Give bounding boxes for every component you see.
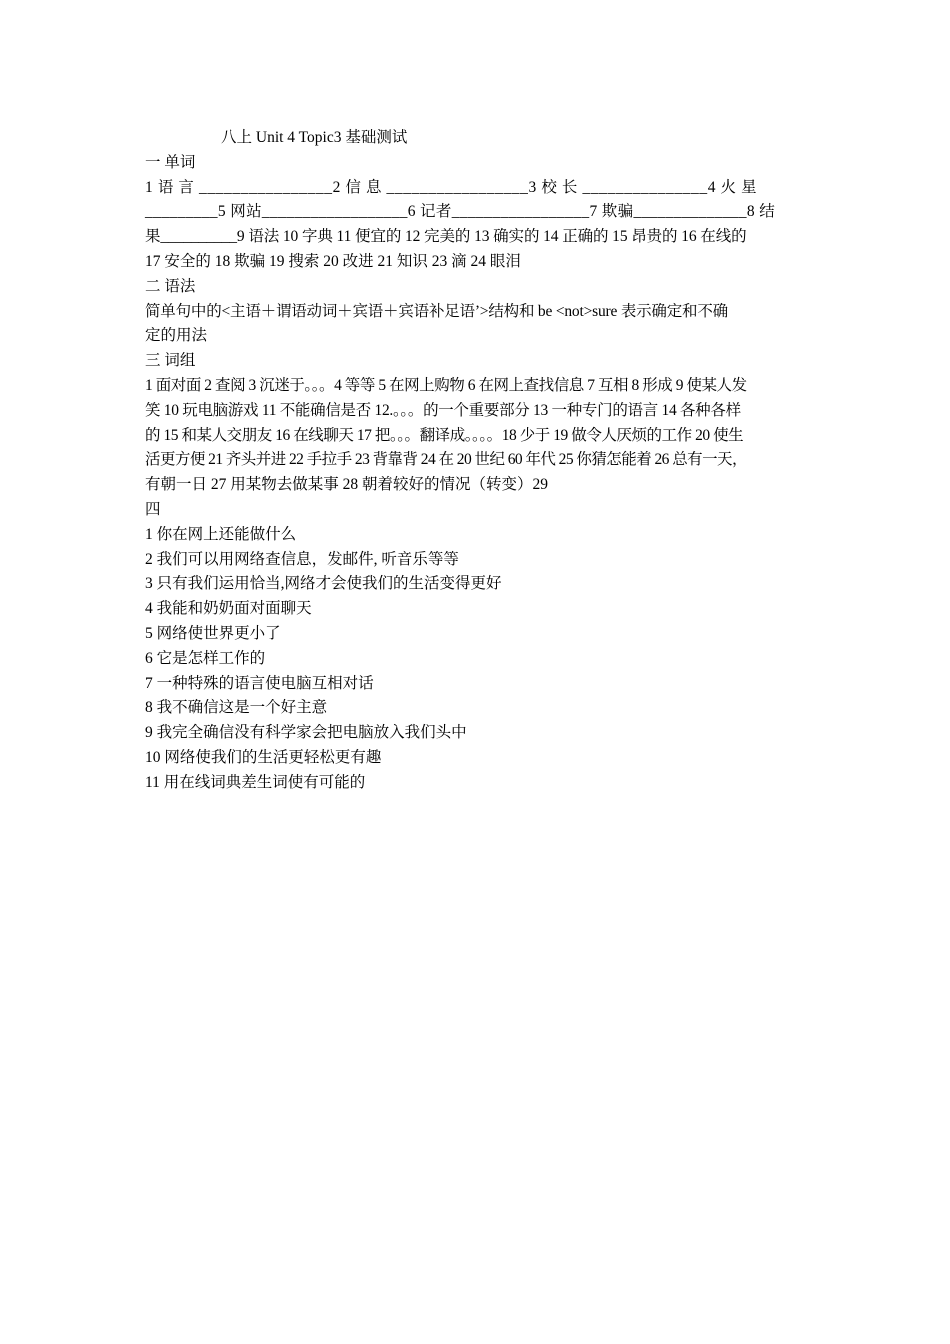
sentence-item: 10 网络使我们的生活更轻松更有趣	[145, 748, 382, 766]
sentence-item: 1 你在网上还能做什么	[145, 525, 297, 543]
sentence-item: 9 我完全确信没有科学家会把电脑放入我们头中	[145, 724, 467, 742]
document-title: 八上 Unit 4 Topic3 基础测试	[221, 129, 408, 146]
phrase-line-2: 笑 10 玩电脑游戏 11 不能确信是否 12.。。。的一个重要部分 13 一种专门的语言 14 各种各样	[145, 401, 741, 419]
vocab-row-4: 17 安全的 18 欺骗 19 搜索 20 改进 21 知识 23 滴 24 眼泪	[145, 252, 521, 270]
phrase-line-5: 有朝一日 27 用某物去做某事 28 朝着较好的情况（转变）29	[145, 476, 549, 494]
sentence-item: 2 我们可以用网络查信息，发邮件, 听音乐等等	[145, 550, 459, 568]
section-2-heading: 二 语法	[145, 277, 196, 295]
phrase-line-4: 活更方便 21 齐头并进 22 手拉手 23 背靠背 24 在 20 世纪 60 年代 25 你猜怎能着 26 总有一天，	[145, 451, 747, 469]
section-4-heading: 四	[145, 500, 161, 518]
grammar-line-2: 定的用法	[145, 327, 208, 345]
vocab-row-2: _________5 网站__________________6 记者_________________7 欺骗______________8 结	[145, 203, 776, 221]
phrase-line-3: 的 15 和某人交朋友 16 在线聊天 17 把。。。翻译成。。。。18 少于 19 做令人厌烦的工作 20 使生	[145, 426, 744, 444]
sentence-item: 6 它是怎样工作的	[145, 649, 266, 667]
sentence-item: 5 网络使世界更小了	[145, 624, 281, 642]
phrase-line-1: 1 面对面 2 查阅 3 沉迷于。。。4 等等 5 在网上购物 6 在网上查找信息 7 互相 8 形成 9 使某人发	[145, 376, 747, 394]
section-1-heading: 一 单词	[145, 153, 196, 171]
sentence-item: 4 我能和奶奶面对面聊天	[145, 600, 312, 618]
sentence-item: 8 我不确信这是一个好主意	[145, 699, 328, 717]
vocab-row-3: 果__________9 语法 10 字典 11 便宜的 12 完美的 13 确实的 14 正确的 15 昂贵的 16 在线的	[145, 228, 747, 246]
sentence-item: 3 只有我们运用恰当,网络才会使我们的生活变得更好	[145, 575, 502, 593]
document-page	[145, 126, 809, 796]
section-3-heading: 三 词组	[145, 352, 196, 370]
vocab-row-1: 1 语 言 ________________2 信 息 _________________3 校 长 _______________4 火 星	[145, 178, 758, 196]
grammar-line-1: 简单句中的<主语＋谓语动词＋宾语＋宾语补足语’>结构和 be <not>sure 表示确定和不确	[145, 302, 728, 320]
sentence-item: 7 一种特殊的语言使电脑互相对话	[145, 674, 374, 692]
sentence-item: 11 用在线词典差生词使有可能的	[145, 773, 366, 791]
